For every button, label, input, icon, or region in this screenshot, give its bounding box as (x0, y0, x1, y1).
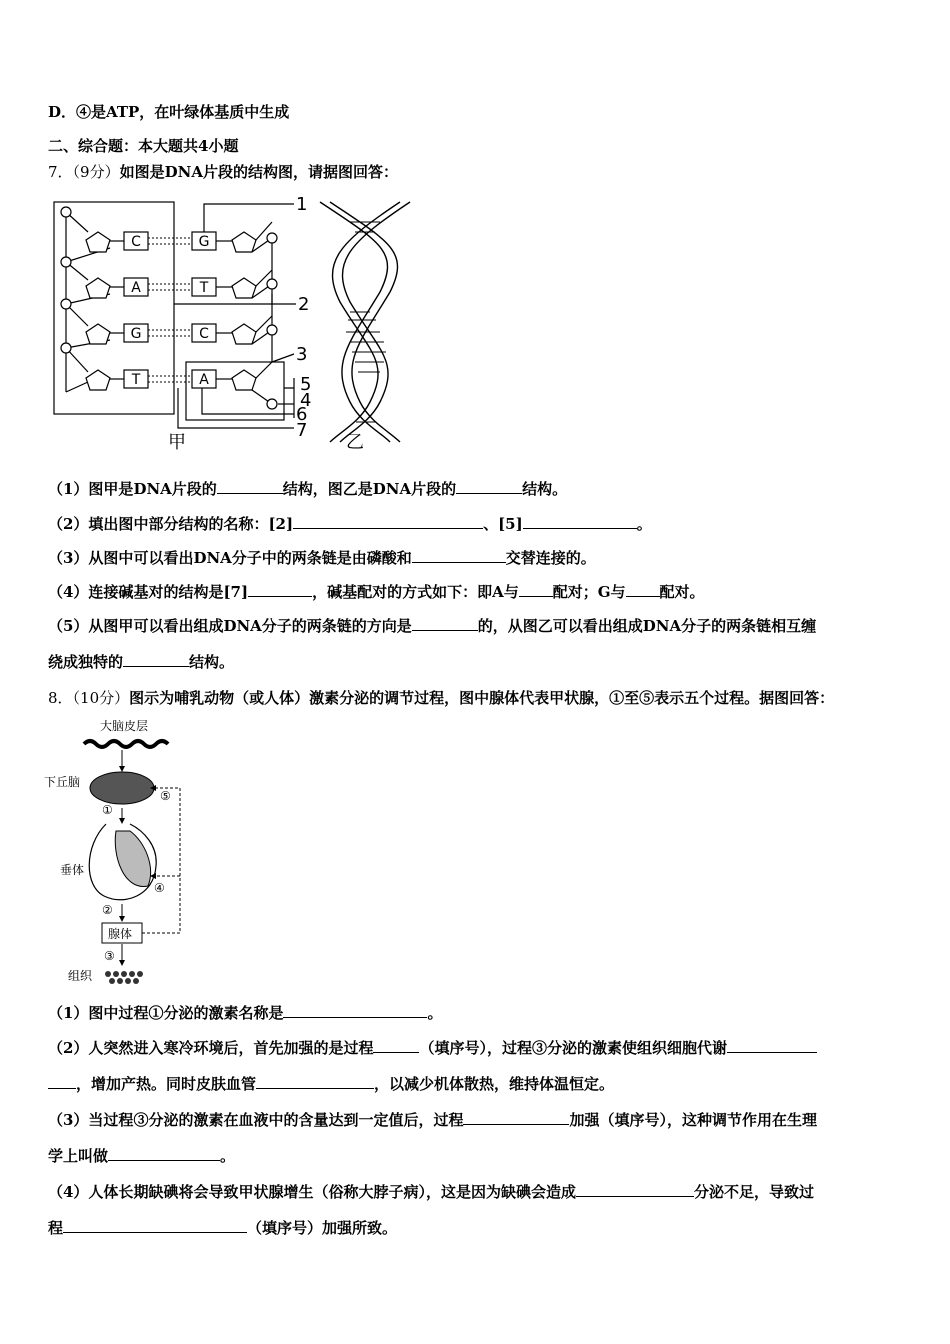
answer-blank[interactable] (456, 479, 522, 494)
callout-4: 4 (300, 390, 312, 411)
q8-sub1: （1）图中过程①分泌的激素名称是 。 (48, 1004, 443, 1022)
tissue-cells (105, 971, 143, 984)
q7-header (48, 162, 398, 182)
step-4: ④ (154, 881, 165, 895)
q7-points: （9分） (72, 163, 120, 181)
label-tissue: 组织 (68, 969, 93, 983)
answer-blank[interactable] (519, 582, 553, 597)
q8-sub2-cont: ，增加产热。同时皮肤血管 ，以减少机体散热，维持体温恒定。 (48, 1074, 614, 1094)
label-gland: 腺体 (108, 927, 133, 941)
hormone-diagram (44, 716, 204, 988)
right-sugars (232, 232, 256, 390)
q8-header (48, 688, 834, 708)
step-5: ⑤ (160, 789, 171, 803)
q7-sub5: （5）从图甲可以看出组成DNA分子的两条链的方向是 的，从图乙可以看出组成DNA分子的两条链相互缠 (48, 617, 817, 635)
dna-diagram (50, 192, 430, 454)
q8-points: （10分） (72, 689, 130, 707)
callout-2: 2 (298, 294, 310, 315)
answer-blank[interactable] (63, 1218, 247, 1233)
answer-blank[interactable] (626, 582, 660, 597)
label-yi: 乙 (346, 432, 364, 453)
label-pituitary: 垂体 (60, 863, 85, 877)
answer-blank[interactable] (108, 1146, 220, 1161)
answer-blank[interactable] (293, 514, 483, 529)
callout-3: 3 (296, 344, 308, 365)
answer-blank[interactable] (463, 1110, 569, 1125)
q7-number: 7． (48, 163, 73, 181)
q8-sub3-cont: 学上叫做 。 (48, 1147, 236, 1165)
q7-sub4: （4）连接碱基对的结构是[7] ，碱基配对的方式如下：即A与 配对；G与 配对。 (48, 583, 705, 601)
step-3: ③ (104, 949, 115, 963)
q8-prompt: 图示为哺乳动物（或人体）激素分泌的调节过程，图中腺体代表甲状腺，①至⑤表示五个过程。据图回答： (129, 689, 835, 707)
left-base: A (131, 280, 141, 296)
answer-blank[interactable] (256, 1074, 374, 1089)
q8-sub4: （4）人体长期缺碘将会导致甲状腺增生（俗称大脖子病），这是因为缺碘会造成 分泌不足，导致过 (48, 1183, 814, 1201)
step-1: ① (102, 803, 113, 817)
label-hypothalamus: 下丘脑 (44, 775, 81, 789)
q7-sub3: （3）从图中可以看出DNA分子中的两条链是由磷酸和 交替连接的。 (48, 549, 596, 567)
answer-blank[interactable] (217, 479, 283, 494)
hypothalamus-shape (90, 772, 154, 804)
answer-blank[interactable] (412, 548, 506, 563)
step-2: ② (102, 903, 113, 917)
answer-blank[interactable] (523, 514, 637, 529)
q7-sub5-cont: 绕成独特的 结构。 (48, 653, 235, 671)
q8-sub3: （3）当过程③分泌的激素在血液中的含量达到一定值后，过程 加强（填序号），这种调节作用在生理 (48, 1111, 817, 1129)
left-sugars (86, 232, 110, 390)
answer-blank[interactable] (373, 1038, 419, 1053)
option-d: D．④是ATP，在叶绿体基质中生成 (48, 103, 290, 121)
left-base: C (131, 234, 141, 250)
q8-sub2: （2）人突然进入寒冷环境后，首先加强的是过程 （填序号），过程③分泌的激素使组织细胞代谢 (48, 1038, 817, 1058)
cortex-wave (84, 741, 168, 747)
right-base: A (199, 372, 209, 388)
answer-blank[interactable] (576, 1182, 694, 1197)
q7-prompt: 如图是DNA片段的结构图，请据图回答： (119, 163, 398, 181)
callout-6: 6 (296, 404, 308, 425)
label-jia: 甲 (168, 432, 186, 453)
q8-sub4-cont: 程 （填序号）加强所致。 (48, 1219, 398, 1237)
left-base: T (131, 372, 141, 388)
callout-7: 7 (296, 420, 308, 441)
right-base: C (199, 326, 209, 342)
label-cortex: 大脑皮层 (100, 719, 149, 733)
q7-sub2: （2）填出图中部分结构的名称：[2] 、[5] 。 (48, 515, 652, 533)
answer-blank[interactable] (123, 652, 189, 667)
callout-5: 5 (300, 374, 312, 395)
left-base: G (130, 326, 142, 342)
double-helix (320, 202, 410, 442)
answer-blank[interactable] (412, 616, 478, 631)
answer-blank[interactable] (283, 1003, 427, 1018)
answer-blank[interactable] (727, 1038, 817, 1053)
callout-1: 1 (296, 194, 308, 215)
q8-number: 8． (48, 689, 73, 707)
answer-blank[interactable] (48, 1074, 76, 1089)
right-base: T (199, 280, 209, 296)
hydrogen-bonds (148, 238, 192, 382)
answer-blank[interactable] (248, 582, 312, 597)
q7-sub1: （1）图甲是DNA片段的 结构，图乙是DNA片段的 结构。 (48, 480, 568, 498)
right-base: G (198, 234, 210, 250)
section-title: 二、综合题：本大题共4小题 (48, 137, 239, 155)
